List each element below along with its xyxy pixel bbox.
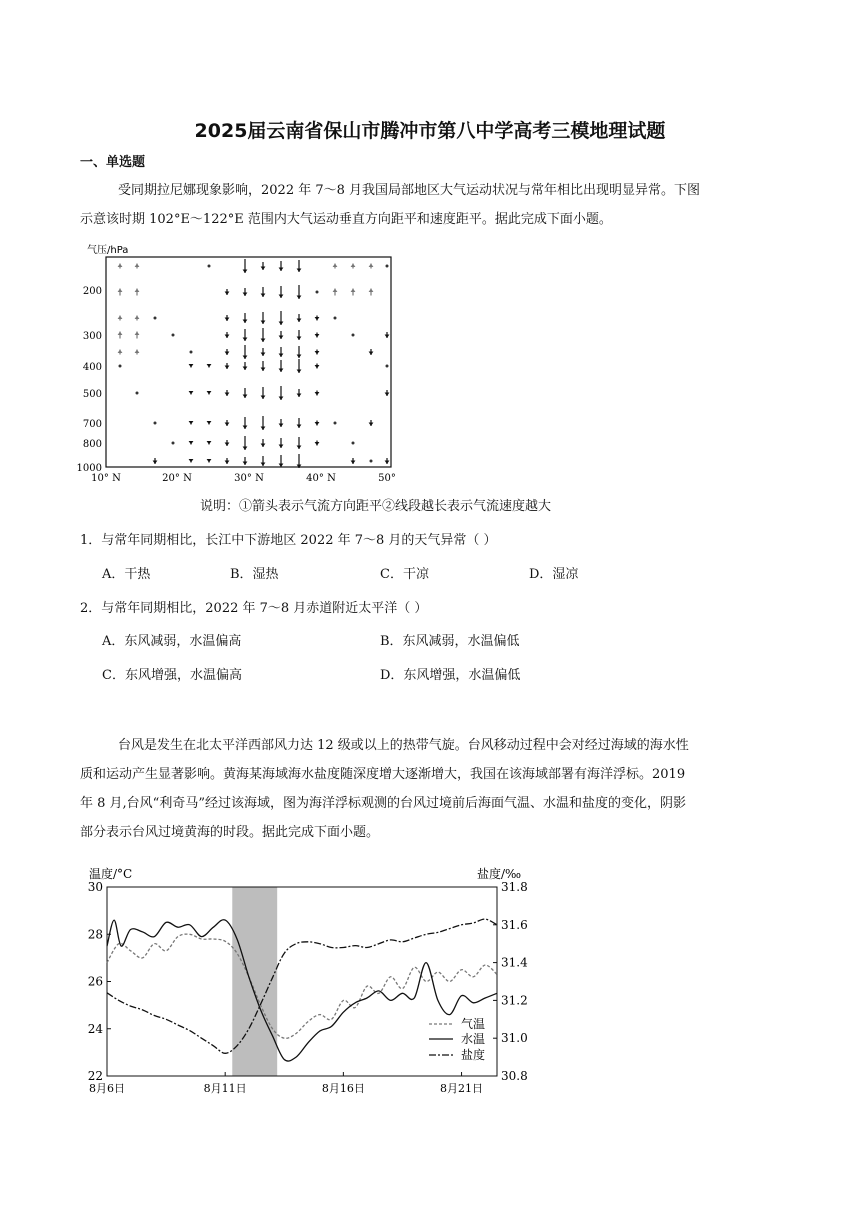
question-1-option-c[interactable]: C．干凉 xyxy=(380,567,429,582)
airflow-arrow-head xyxy=(279,268,284,272)
airflow-arrow-head xyxy=(279,369,284,373)
airflow-arrow-head xyxy=(207,391,212,395)
xtick-label: 8月21日 xyxy=(440,1082,484,1095)
figure1-ytick-label: 300 xyxy=(82,331,102,342)
airflow-arrow-head xyxy=(279,424,284,428)
question-2-option-b[interactable]: B．东风减弱，水温偏低 xyxy=(380,634,520,649)
airflow-arrow-head xyxy=(118,350,123,354)
airflow-arrow-head xyxy=(333,289,338,293)
airflow-arrow-head xyxy=(297,296,302,300)
airflow-arrow-head xyxy=(225,318,230,322)
airflow-dot xyxy=(172,442,175,445)
airflow-arrow-head xyxy=(261,444,266,448)
figure1-xtick-label: 20° N xyxy=(162,473,192,484)
airflow-arrow-head xyxy=(225,292,230,296)
airflow-arrow-head xyxy=(261,267,266,271)
airflow-arrow-head xyxy=(243,426,248,430)
right-ytick-label: 31.0 xyxy=(501,1031,528,1046)
series-line-气温 xyxy=(107,934,497,1038)
airflow-arrow-head xyxy=(297,370,302,374)
figure1-ytick-label: 200 xyxy=(82,286,102,297)
airflow-arrow-head xyxy=(297,337,302,341)
airflow-arrow-head xyxy=(135,350,140,354)
figure1-ytick-label: 400 xyxy=(82,362,102,373)
left-ytick-label: 26 xyxy=(87,974,103,989)
airflow-arrow-head xyxy=(135,289,140,293)
legend-label: 气温 xyxy=(461,1017,486,1031)
airflow-arrow-head xyxy=(225,335,230,339)
airflow-dot xyxy=(172,334,175,337)
series-line-水温 xyxy=(107,920,497,1061)
right-ytick-label: 30.8 xyxy=(501,1069,528,1083)
airflow-dot xyxy=(154,317,157,320)
airflow-arrow-head xyxy=(279,354,284,358)
airflow-arrow-head xyxy=(333,264,338,268)
airflow-arrow-head xyxy=(118,332,123,336)
airflow-dot xyxy=(334,317,337,320)
airflow-arrow-head xyxy=(261,339,266,343)
figure1-ytick-label: 800 xyxy=(82,439,102,450)
xtick-label: 8月11日 xyxy=(203,1082,247,1095)
airflow-arrow-head xyxy=(225,352,230,356)
left-ytick-label: 28 xyxy=(87,927,103,942)
airflow-arrow-head xyxy=(207,459,212,463)
buoy-line-chart xyxy=(85,862,535,1102)
question-1-option-a[interactable]: A．干热 xyxy=(102,567,151,582)
airflow-arrow-head xyxy=(189,421,194,425)
airflow-arrow-head xyxy=(135,316,140,320)
airflow-arrow-head xyxy=(243,293,248,297)
question-2-option-c[interactable]: C．东风增强，水温偏高 xyxy=(102,668,242,683)
page-title: 2025届云南省保山市腾冲市第八中学高考三模地理试题 xyxy=(194,120,666,142)
airflow-arrow-head xyxy=(261,463,266,467)
right-ytick-label: 31.8 xyxy=(501,880,528,894)
airflow-dot xyxy=(136,392,139,395)
figure1-xtick-label: 10° N xyxy=(91,473,121,484)
legend-label: 盐度 xyxy=(461,1048,486,1062)
airflow-arrow-head xyxy=(297,425,302,429)
airflow-arrow-head xyxy=(243,338,248,342)
airflow-arrow-head xyxy=(261,321,266,325)
airflow-arrow-head xyxy=(385,461,390,465)
intro1-line2: 示意该时期 102°E～122°E 范围内大气运动垂直方向距平和速度距平。据此完成下面小题。 xyxy=(80,212,612,227)
airflow-arrow-head xyxy=(153,461,158,465)
airflow-dot xyxy=(352,442,355,445)
airflow-arrow-head xyxy=(279,322,284,326)
airflow-arrow-head xyxy=(279,397,284,401)
airflow-arrow-head xyxy=(189,391,194,395)
airflow-arrow-head xyxy=(189,364,194,368)
airflow-arrow-head xyxy=(315,442,320,446)
question-2-option-a[interactable]: A．东风减弱，水温偏高 xyxy=(102,634,242,649)
airflow-arrow-head xyxy=(189,441,194,445)
airflow-arrow-head xyxy=(243,395,248,399)
airflow-dot xyxy=(119,365,122,368)
right-ytick-label: 31.2 xyxy=(501,993,528,1008)
figure1-xtick-label: 40° N xyxy=(306,473,336,484)
legend-label: 水温 xyxy=(461,1032,486,1046)
airflow-arrow-head xyxy=(261,396,266,400)
intro2-line3: 年 8 月,台风“利奇马”经过该海域，图为海洋浮标观测的台风过境前后海面气温、水温和盐度的变化，阴影 xyxy=(80,796,686,811)
figure1-xtick-label: 30° N xyxy=(234,473,264,484)
airflow-dot xyxy=(352,334,355,337)
airflow-arrow-head xyxy=(225,461,230,465)
airflow-arrow-head xyxy=(118,264,123,268)
airflow-arrow-head xyxy=(243,462,248,466)
airflow-arrow-head xyxy=(261,427,266,431)
airflow-dot xyxy=(154,422,157,425)
airflow-arrow-head xyxy=(261,353,266,357)
airflow-dot xyxy=(386,365,389,368)
airflow-dot xyxy=(316,291,319,294)
airflow-arrow-head xyxy=(243,270,248,274)
airflow-arrow-head xyxy=(225,423,230,427)
airflow-arrow-head xyxy=(207,364,212,368)
airflow-arrow-head xyxy=(225,443,230,447)
airflow-arrow-head xyxy=(315,351,320,355)
airflow-arrow-head xyxy=(135,332,140,336)
figure1-ytick-label: 1000 xyxy=(76,463,102,474)
airflow-arrow-head xyxy=(297,269,302,273)
airflow-arrow-head xyxy=(351,289,356,293)
airflow-arrow-head xyxy=(369,264,374,268)
airflow-dot xyxy=(386,265,389,268)
airflow-arrow-head xyxy=(385,335,390,339)
typhoon-period-shade xyxy=(232,887,277,1076)
question-1-option-b[interactable]: B．湿热 xyxy=(230,567,279,582)
airflow-arrow-head xyxy=(118,316,123,320)
airflow-arrow-head xyxy=(261,368,266,372)
figure1-note: 说明：①箭头表示气流方向距平②线段越长表示气流速度越大 xyxy=(200,499,552,514)
airflow-arrow-head xyxy=(243,447,248,451)
airflow-arrow-head xyxy=(118,289,123,293)
airflow-arrow-head xyxy=(315,422,320,426)
chart-plot-frame xyxy=(107,887,497,1076)
intro1-line1: 受同期拉尼娜现象影响，2022 年 7～8 月我国局部地区大气运动状况与常年相比出现明显异常。下图 xyxy=(118,183,701,198)
question-2-stem: 2．与常年同期相比，2022 年 7～8 月赤道附近太平洋（ ） xyxy=(80,601,428,616)
airflow-arrow-head xyxy=(279,336,284,340)
airflow-arrow-head xyxy=(243,320,248,324)
question-1-stem: 1．与常年同期相比，长江中下游地区 2022 年 7～8 月的天气异常（ ） xyxy=(80,533,497,548)
airflow-dot xyxy=(334,422,337,425)
airflow-arrow-head xyxy=(207,441,212,445)
airflow-arrow-head xyxy=(351,461,356,465)
xtick-label: 8月16日 xyxy=(321,1082,365,1095)
intro-passage-1 xyxy=(80,176,780,234)
chart-ylabel-right: 盐度/‰ xyxy=(477,867,522,881)
question-1-option-d[interactable]: D．湿凉 xyxy=(529,567,579,582)
airflow-arrow-head xyxy=(385,393,390,397)
left-ytick-label: 22 xyxy=(87,1069,103,1083)
figure1-frame xyxy=(106,257,391,467)
airflow-arrow-head xyxy=(225,366,230,370)
section-heading: 一、单选题 xyxy=(80,155,146,170)
right-ytick-label: 31.6 xyxy=(501,917,528,932)
airflow-arrow-head xyxy=(315,317,320,321)
question-2-option-d[interactable]: D．东风增强，水温偏低 xyxy=(380,668,521,683)
airflow-arrow-head xyxy=(279,295,284,299)
airflow-arrow-head xyxy=(315,392,320,396)
airflow-dot xyxy=(370,460,373,463)
xtick-label: 8月6日 xyxy=(89,1082,125,1095)
figure1-xtick-label: 50° xyxy=(378,473,396,484)
airflow-arrow-head xyxy=(351,264,356,268)
intro-passage-2 xyxy=(80,731,780,847)
figure1-ytick-label: 700 xyxy=(82,419,102,430)
airflow-arrow-head xyxy=(135,264,140,268)
airflow-arrow-head xyxy=(207,421,212,425)
figure1-ylabel: 气压/hPa xyxy=(87,245,129,256)
airflow-arrow-head xyxy=(261,294,266,298)
airflow-arrow-head xyxy=(315,334,320,338)
airflow-arrow-head xyxy=(297,319,302,323)
airflow-arrow-head xyxy=(279,445,284,449)
intro2-line1: 台风是发生在北太平洋西部风力达 12 级或以上的热带气旋。台风移动过程中会对经过海域的海水性 xyxy=(118,738,689,753)
intro2-line2: 质和运动产生显著影响。黄海某海域海水盐度随深度增大逐渐增大，我国在该海域部署有海洋浮标。2019 xyxy=(80,767,686,782)
right-ytick-label: 31.4 xyxy=(501,955,528,970)
left-ytick-label: 30 xyxy=(87,880,103,894)
airflow-arrow-head xyxy=(369,289,374,293)
airflow-arrow-head xyxy=(297,355,302,359)
airflow-arrow-head xyxy=(243,356,248,360)
vertical-motion-figure xyxy=(75,240,405,485)
airflow-arrow-head xyxy=(369,352,374,356)
airflow-arrow-head xyxy=(315,365,320,369)
airflow-dot xyxy=(190,351,193,354)
chart-ylabel-left: 温度/°C xyxy=(89,867,133,881)
airflow-dot xyxy=(208,265,211,268)
figure1-ytick-label: 500 xyxy=(82,389,102,400)
airflow-arrow-head xyxy=(297,394,302,398)
airflow-arrow-head xyxy=(369,423,374,427)
series-line-盐度 xyxy=(107,919,497,1053)
intro2-line4: 部分表示台风过境黄海的时段。据此完成下面小题。 xyxy=(80,825,380,840)
airflow-arrow-head xyxy=(189,459,194,463)
airflow-arrow-head xyxy=(225,393,230,397)
airflow-arrow-head xyxy=(243,367,248,371)
left-ytick-label: 24 xyxy=(87,1021,103,1036)
airflow-arrow-head xyxy=(297,446,302,450)
